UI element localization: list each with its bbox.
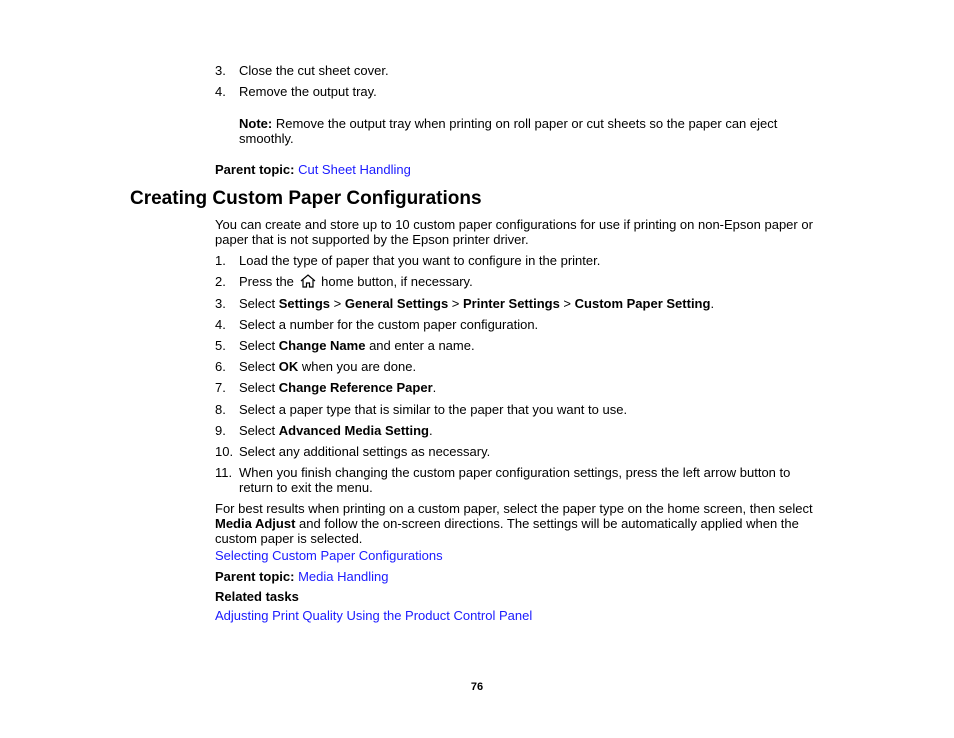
step-text-post: and enter a name. bbox=[365, 338, 475, 353]
step-number: 3. bbox=[215, 63, 226, 78]
parent-topic-cut-sheet bbox=[215, 162, 825, 177]
parent-topic-media bbox=[215, 569, 825, 584]
step-number: 3. bbox=[215, 296, 226, 311]
step-text: When you finish changing the custom paper configuration settings, press the left arrow button to return to exit the menu. bbox=[239, 465, 791, 495]
note-text: Remove the output tray when printing on roll paper or cut sheets so the paper can eject smoothly. bbox=[239, 116, 778, 146]
adjusting-print-quality-link[interactable]: Adjusting Print Quality Using the Product Control Panel bbox=[215, 608, 533, 623]
step-text-pre: Select bbox=[239, 338, 279, 353]
step-text: Load the type of paper that you want to configure in the printer. bbox=[239, 253, 601, 268]
cut-sheet-handling-link[interactable]: Cut Sheet Handling bbox=[298, 162, 411, 177]
step-text bbox=[239, 359, 835, 374]
step-number: 9. bbox=[215, 423, 226, 438]
section-heading: Creating Custom Paper Configurations bbox=[130, 188, 482, 209]
step-number: 2. bbox=[215, 274, 226, 289]
home-icon bbox=[300, 274, 316, 288]
step-text-pre: Select bbox=[239, 423, 279, 438]
menu-custom-paper-setting: Custom Paper Setting bbox=[574, 296, 711, 311]
separator: > bbox=[448, 296, 464, 311]
step-text-pre: Select bbox=[239, 380, 279, 395]
step-number: 11. bbox=[215, 465, 233, 480]
related-tasks-label: Related tasks bbox=[215, 589, 299, 604]
intro-paragraph: You can create and store up to 10 custom paper configurations for use if printing on non-Epson paper or paper that is not supported by the Epson printer driver. bbox=[215, 217, 813, 247]
step-text bbox=[239, 380, 835, 395]
note-label: Note: bbox=[239, 116, 273, 131]
step-text bbox=[239, 423, 835, 438]
step-text-post: . bbox=[710, 296, 715, 311]
menu-general-settings: General Settings bbox=[344, 296, 449, 311]
selecting-custom-paper-link-row bbox=[215, 548, 825, 563]
adjusting-print-quality-link-row bbox=[215, 608, 825, 623]
step-text-post: . bbox=[432, 380, 437, 395]
step-text: Remove the output tray. bbox=[239, 84, 377, 99]
menu-change-reference-paper: Change Reference Paper bbox=[278, 380, 433, 395]
step-number: 6. bbox=[215, 359, 226, 374]
separator: > bbox=[330, 296, 345, 311]
step-number: 1. bbox=[215, 253, 226, 268]
separator: > bbox=[559, 296, 575, 311]
step-number: 4. bbox=[215, 317, 226, 332]
parent-topic-label: Parent topic: bbox=[215, 162, 295, 177]
best-results-paragraph bbox=[215, 501, 825, 546]
step-text-pre: Select bbox=[239, 296, 279, 311]
parent-topic-label: Parent topic: bbox=[215, 569, 295, 584]
step-text: Select a number for the custom paper configuration. bbox=[239, 317, 539, 332]
selecting-custom-paper-link[interactable]: Selecting Custom Paper Configurations bbox=[215, 548, 443, 563]
menu-media-adjust: Media Adjust bbox=[215, 516, 296, 531]
step-text-pre: Press the bbox=[239, 274, 294, 289]
menu-advanced-media-setting: Advanced Media Setting bbox=[278, 423, 429, 438]
step-number: 10. bbox=[215, 444, 234, 459]
menu-change-name: Change Name bbox=[278, 338, 366, 353]
step-number: 4. bbox=[215, 84, 226, 99]
step-text bbox=[239, 296, 835, 311]
menu-printer-settings: Printer Settings bbox=[463, 296, 560, 311]
step-text-post: . bbox=[429, 423, 433, 438]
step-number: 8. bbox=[215, 402, 226, 417]
menu-settings: Settings bbox=[278, 296, 331, 311]
best-results-post: and follow the on-screen directions. The settings will be automatically applied when the custom paper is selected. bbox=[215, 516, 799, 546]
step-text-post: when you are done. bbox=[298, 359, 417, 374]
page-number: 76 bbox=[470, 681, 484, 693]
step-text: Select a paper type that is similar to the paper that you want to use. bbox=[239, 402, 628, 417]
step-text: Close the cut sheet cover. bbox=[239, 63, 389, 78]
related-tasks-heading bbox=[215, 589, 825, 604]
step-number: 5. bbox=[215, 338, 226, 353]
media-handling-link[interactable]: Media Handling bbox=[298, 569, 389, 584]
step-number: 7. bbox=[215, 380, 226, 395]
step-text bbox=[239, 274, 835, 289]
best-results-pre: For best results when printing on a custom paper, select the paper type on the home screen, then select bbox=[215, 501, 813, 516]
step-text-pre: Select bbox=[239, 359, 279, 374]
step-text: Select any additional settings as necessary. bbox=[239, 444, 491, 459]
step-text-post: home button, if necessary. bbox=[321, 274, 473, 289]
step-text bbox=[239, 338, 835, 353]
menu-ok: OK bbox=[278, 359, 299, 374]
note bbox=[239, 116, 799, 146]
